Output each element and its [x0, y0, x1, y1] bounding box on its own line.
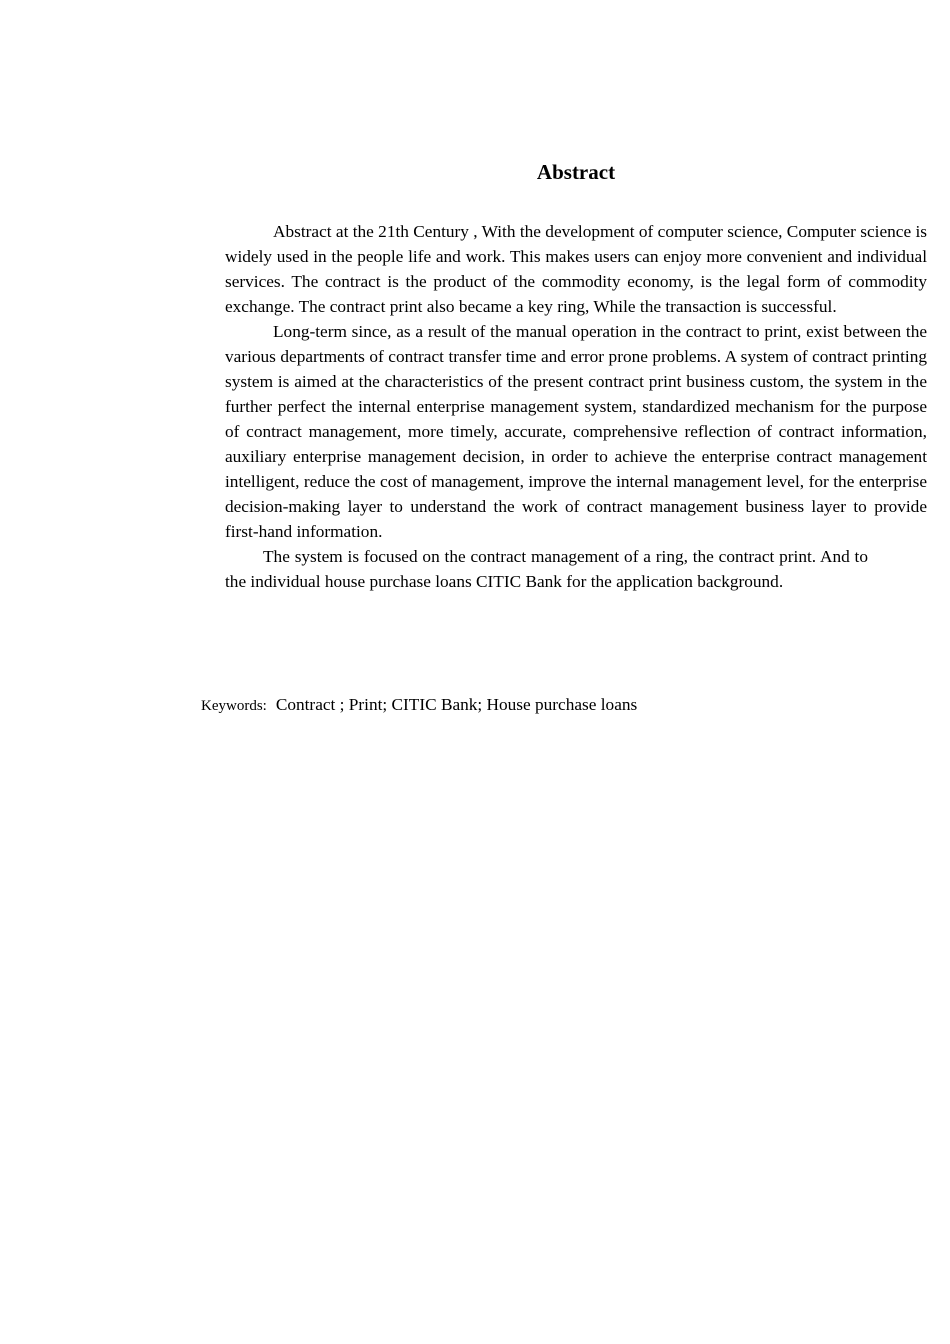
keywords-value: Contract ; Print; CITIC Bank; House purchase loans — [275, 695, 638, 714]
abstract-paragraph-3: The system is focused on the contract management of a ring, the contract print. And to the individual house purchase loans CITIC Bank for the application background. — [225, 547, 868, 591]
keywords-label: Keywords: — [201, 698, 267, 714]
abstract-paragraph-1: Abstract at the 21th Century , With the development of computer science, Computer science is widely used in the people life and work. This makes users can enjoy more convenient and individual services. The contract is the product of the commodity economy, is the legal form of commodity exchange. The contract print also became a key ring, While the transaction is successful. — [225, 222, 927, 316]
abstract-paragraph-2: Long-term since, as a result of the manual operation in the contract to print, exist between the various departments of contract transfer time and error prone problems. A system of contract printing system is aimed at the characteristics of the present contract print business custom, the system in the further perfect the internal enterprise management system, standardized mechanism for the purpose of contract management, more timely, accurate, comprehensive reflection of contract information, auxiliary enterprise management decision, in order to achieve the enterprise contract management intelligent, reduce the cost of management, improve the internal management level, for the enterprise decision-making layer to understand the work of contract management business layer to provide first-hand information. — [225, 322, 927, 541]
abstract-title: Abstract — [536, 160, 616, 184]
abstract-body — [225, 219, 927, 594]
keywords-line — [201, 692, 901, 719]
